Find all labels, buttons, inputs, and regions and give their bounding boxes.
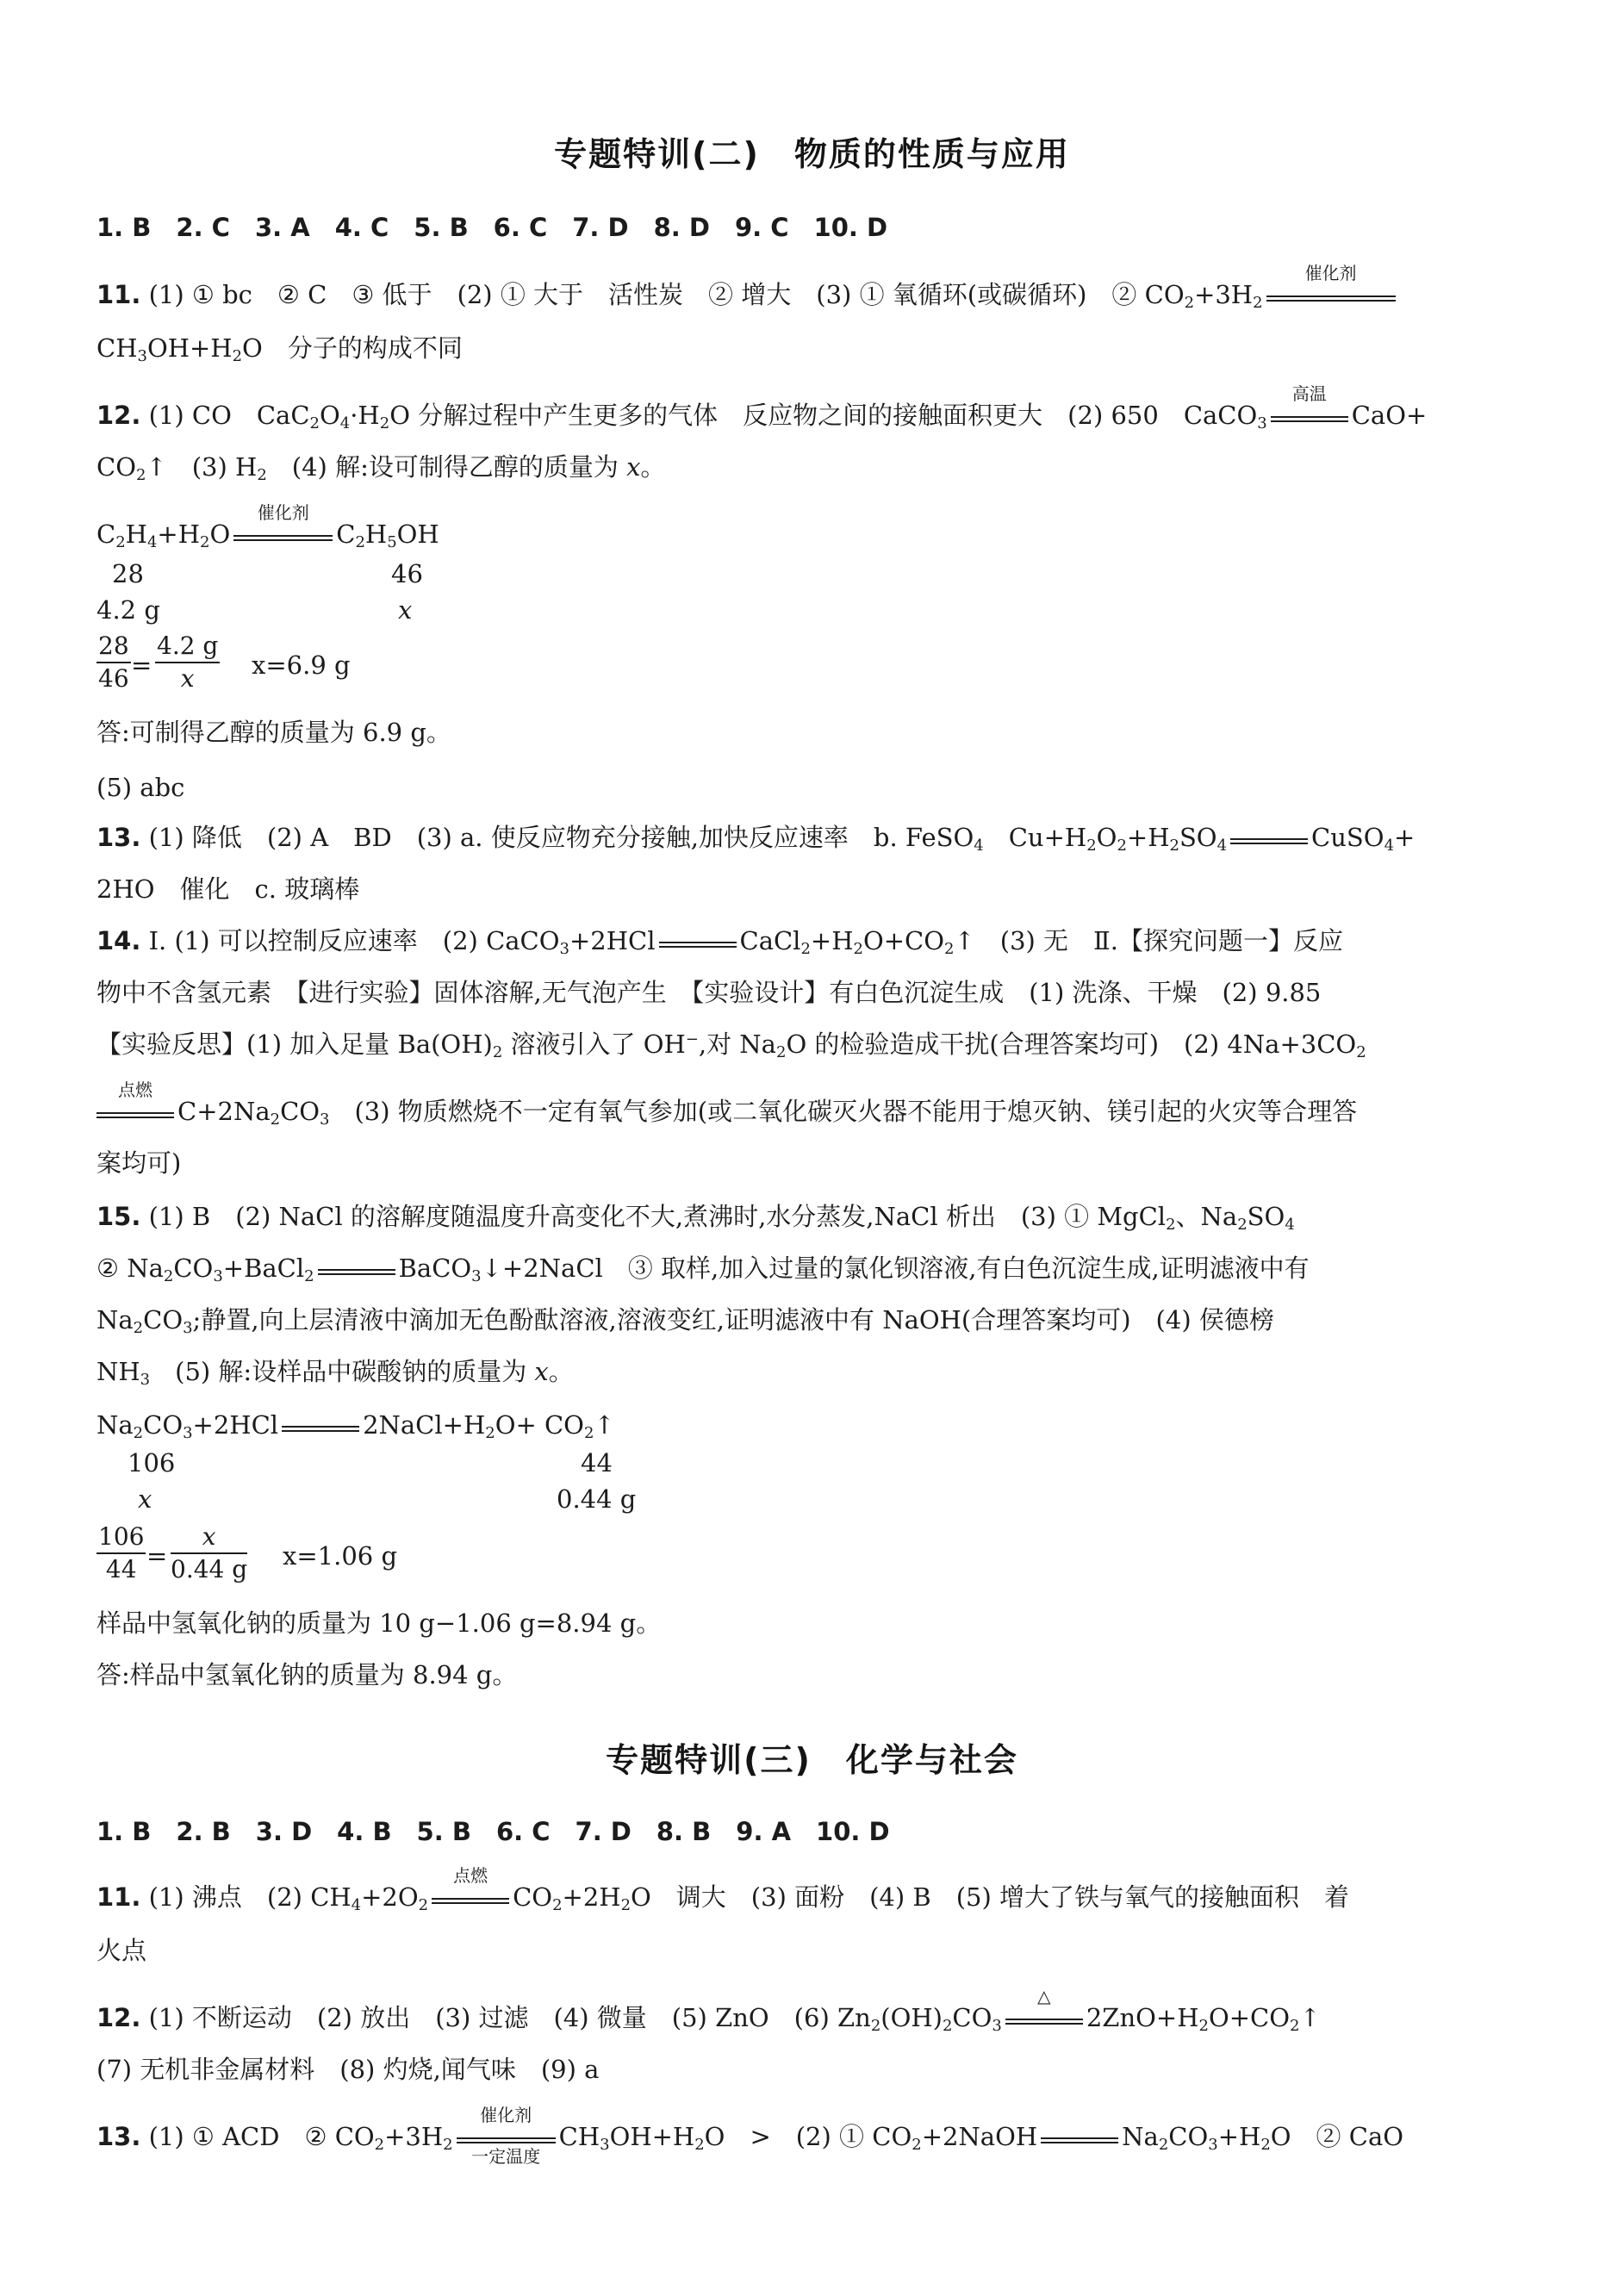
q15-calculation: 样品中氢氧化钠的质量为 10 g−1.06 g=8.94 g。 [96,1608,662,1638]
q13-text: O 催化 c. 玻璃棒 [134,874,360,904]
equals-sign: = [146,1541,168,1571]
q15-mass-unknown: x [138,1484,152,1514]
reaction-arrow [457,2105,556,2167]
q14-text: (3) 物质燃烧不一定有氧气参加(或二氧化碳灭火器不能用于熄灭钠、镁引起的火灾等合理答 [329,1097,1358,1126]
reaction-arrow [1271,383,1348,429]
s3-q12-text: ↑ [1299,2003,1321,2032]
fraction-numerator: 4.2 g [155,631,220,663]
q15-fraction-2 [171,1521,247,1585]
reaction-condition: 点燃 [118,1079,152,1100]
s3-q13-line-1: 13. (1) ① ACD ② $CO_2+3H_2$ 催化剂 一定温度 $CH_3OH+H_2O$ > (2) ① $CO_2+2NaOH$ $Na_2CO_3+H_2O$ ② CaO [96,2105,1404,2167]
q14-text: 【实验反思】(1) 加入足量 Ba(OH) [96,1030,493,1059]
s3-q13-text: +3H [384,2122,444,2151]
q12-molar-mass-2: 46 [391,559,423,588]
reaction-condition: 催化剂 [257,502,309,523]
eq-text: O [209,519,231,549]
eq-text: Na [96,1410,134,1440]
q13-text: + [1394,823,1416,852]
s3-q12-text: CO [952,2003,992,2032]
q12-text: (4) 解:设可制得乙醇的质量为 [266,452,627,482]
fraction-numerator: 28 [96,631,131,663]
q14-text: +H [810,926,854,955]
q13-line-1: 13. (1) 降低 (2) A BD (3) a. 使反应物充分接触,加快反应速率 b. FeSO$_4$ $Cu+H_2O_2+H_2SO_4$ CuSO$_4$+ [96,823,1416,855]
s3-q13-text: O > (2) ① CO [704,2122,912,2151]
s3-q12-text: 2ZnO+H [1086,2003,1199,2032]
eq-text: H [125,519,147,549]
s3-q13-text: +2NaOH [921,2122,1038,2151]
q15-equation: $Na_2CO_3+2HCl$ $2NaCl+H_2O+$ $CO_2↑$ [96,1410,615,1442]
reaction-arrow [432,1865,509,1911]
q15-line-4: $NH_3$ (5) 解:设样品中碳酸钠的质量为 x。 [96,1357,574,1389]
q15-text: ↓+2NaCl ③ 取样,加入过量的氯化钡溶液,有白色沉淀生成,证明滤液中有 [481,1254,1310,1283]
fraction-denominator: 0.44 g [171,1555,248,1583]
s3-q11-line-2: 火点 [96,1936,147,1965]
fraction-numerator: 106 [96,1521,146,1554]
q13-text: SO [1179,823,1217,852]
q15-mass-given: 0.44 g [557,1484,637,1514]
s3-q12-line-2: (7) 无机非金属材料 (8) 灼烧,闻气味 (9) a [96,2055,600,2084]
q12-text: 。 [640,452,666,482]
q11-number: 11. [96,280,141,309]
q12-fraction-1 [96,631,131,694]
s3-q11-text: (1) 沸点 (2) CH [148,1882,352,1912]
q12-mass-unknown: x [398,595,413,625]
eq-text: C [96,519,116,549]
mc-answers-text: 1. B 2. B 3. D 4. B 5. B 6. C 7. D 8. B 9. A 10. D [96,1817,890,1846]
q14-text: CO [280,1097,320,1126]
eq-text: C [336,519,356,549]
s3-q11-line-1: 11. (1) 沸点 (2) $CH_4+2O_2$ 点燃 $CO_2+2H_2O$ 调大 (3) 面粉 (4) B (5) 增大了铁与氧气的接触面积 着 [96,1865,1350,1914]
q15-text: Na [96,1305,134,1334]
q14-line-2: 物中不含氢元素 【进行实验】固体溶解,无气泡产生 【实验设计】有白色沉淀生成 (1) 洗涤、干燥 (2) 9.85 [96,978,1322,1007]
eq-text: OH [396,519,439,549]
reaction-arrow [282,1415,359,1439]
q11-line-1: 11. (1) ① bc ② C ③ 低于 (2) ① 大于 活性炭 ② 增大 (3) ① 氧循环(或碳循环) ② $CO_2+3H_2$ 催化剂 [96,277,1399,312]
q14-text: ,对 Na [698,1030,776,1059]
s3-q12-line-1: 12. (1) 不断运动 (2) 放出 (3) 过滤 (4) 微量 (5) ZnO (6) $Zn_2(OH)_2CO_3$ △ $2ZnO+H_2O+CO_2↑$ [96,1986,1321,2035]
reaction-condition: △ [1037,1986,1051,2006]
equals-sign: = [131,650,152,680]
reaction-condition-bottom: 一定温度 [471,2146,541,2167]
s3-q13-text: O ② CaO [1270,2122,1404,2151]
q12-equation: $C_2H_4+H_2O$ 催化剂 $C_2H_5OH$ [96,502,439,551]
eq-text: 2NaCl+H [363,1410,486,1440]
q15-molar-mass-1: 106 [128,1448,176,1478]
q15-line-3: $Na_2CO_3$;静置,向上层清液中滴加无色酚酞溶液,溶液变红,证明滤液中有 NaOH(合理答案均可) (4) 侯德榜 [96,1305,1274,1337]
q13-text: Cu+H [983,823,1087,852]
q14-line-3: 【实验反思】(1) 加入足量 $Ba(OH)_2$ 溶液引入了 OH−,对 $Na_2O$ 的检验造成干扰(合理答案均可) (2) $4Na+3CO_2$ [96,1030,1366,1061]
q11-text-e: O 分子的构成不同 [242,333,463,363]
s3-q13-text: CO [1168,2122,1209,2151]
q13-text: 2H [96,874,134,904]
q15-text: SO [1247,1202,1285,1231]
q12-molar-mass-1: 28 [112,559,144,588]
q12-line-1: 12. (1) CO $CaC_2O_4\cdot H_2O$ 分解过程中产生更多的气体 反应物之间的接触面积更大 (2) 650 CaCO$_3$ 高温 CaO+ [96,383,1428,432]
reaction-arrow [233,502,333,548]
q15-result: x=1.06 g [283,1541,398,1571]
q15-answer: 答:样品中氢氧化钠的质量为 8.94 g。 [96,1660,518,1689]
fraction-denominator: x [180,664,195,693]
q12-mass-given: 4.2 g [96,595,160,625]
q15-line-2: ② $Na_2CO_3+BaCl_2$ BaCO$_3$↓+2NaCl ③ 取样,加入过量的氯化钡溶液,有白色沉淀生成,证明滤液中有 [96,1254,1310,1285]
reaction-arrow [1041,2126,1118,2150]
q14-line-4: 点燃 $C+2Na_2CO_3$ (3) 物质燃烧不一定有氧气参加(或二氧化碳灭火器不能用于熄灭钠、镁引起的火灾等合理答 [96,1094,1357,1129]
s3-q12-text: O+CO [1208,2003,1290,2032]
q13-text: CuSO [1311,823,1384,852]
q13-line-2 [96,872,359,906]
q11-text-d: OH+H [146,333,233,363]
s3-q11-text: CO [513,1882,553,1912]
q12-text: ·H [350,401,380,430]
s3-q12-number: 12. [96,2003,141,2032]
reaction-arrow [1230,827,1308,851]
variable-x: x [626,452,641,482]
reaction-arrow [318,1258,395,1282]
q12-text: CO [96,452,136,482]
eq-text: +H [157,519,200,549]
q11-text-a: (1) ① bc ② C ③ 低于 (2) ① 大于 活性炭 ② 增大 (3) ① 氧循环(或碳循环) ② CO [148,280,1185,309]
q15-text: (5) 解:设样品中碳酸钠的质量为 [150,1357,535,1386]
s3-q13-text: (1) ① ACD ② CO [148,2122,375,2151]
q15-fraction-1 [96,1521,146,1585]
section-2-mc-answers [96,210,887,245]
section-3-mc-answers [96,1814,890,1849]
fraction-denominator: 44 [105,1555,137,1583]
q15-text: NH [96,1357,140,1386]
q15-line-1: 15. (1) B (2) NaCl 的溶解度随温度升高变化不大,煮沸时,水分蒸发,NaCl 析出 (3) ① MgCl$_2$、$Na_2SO_4$ [96,1202,1295,1234]
q11-line-2: $CH_3OH+H_2O$ 分子的构成不同 [96,333,463,365]
eq-text: +2HCl [192,1410,279,1440]
s3-q12-text: (OH) [880,2003,943,2032]
reaction-condition-top: 催化剂 [480,2105,532,2125]
q12-line-2: $CO_2↑$ (3) $H_2$ (4) 解:设可制得乙醇的质量为 x。 [96,452,666,484]
q15-number: 15. [96,1202,141,1231]
q12-number: 12. [96,401,141,430]
q14-text: ↑ (3) 无 Ⅱ.【探究问题一】反应 [954,926,1343,955]
q14-text: 溶液引入了 OH [502,1030,686,1059]
q15-text: 。 [548,1357,574,1386]
s3-q13-text: OH+H [609,2122,695,2151]
reaction-arrow [1266,263,1396,308]
q12-part-5: (5) abc [96,773,185,802]
eq-text: ↑ [594,1410,615,1440]
q15-text: BaCO [398,1254,472,1283]
q12-fraction-2 [155,631,220,694]
s3-q13-number: 13. [96,2122,141,2151]
reaction-arrow [96,1079,174,1125]
s3-q11-number: 11. [96,1882,141,1912]
q14-text: O+CO [862,926,944,955]
section-3-title: 专题特训(三) 化学与社会 [606,1741,1018,1779]
s3-q13-text: Na [1122,2122,1159,2151]
reaction-condition: 高温 [1291,383,1327,404]
s3-q11-text: +2H [562,1882,621,1912]
q11-text-b: +3H [1194,280,1254,309]
q15-text: CO [143,1305,184,1334]
fraction-denominator: 46 [98,664,129,693]
variable-x: x [534,1357,549,1386]
q12-text: O [319,401,340,430]
q12-text: (1) CO CaC [148,401,310,430]
s3-q11-text: +2O [361,1882,419,1912]
q15-text: ;静置,向上层清液中滴加无色酚酞溶液,溶液变红,证明滤液中有 NaOH(合理答案均可) (4) 侯德榜 [192,1305,1274,1334]
q12-answer: 答:可制得乙醇的质量为 6.9 g。 [96,718,451,747]
q12-text: ↑ (3) H [146,452,258,482]
q14-line-1: 14. Ⅰ. (1) 可以控制反应速率 (2) CaCO$_3$+2HCl $CaCl_2+H_2O+CO_2↑$ (3) 无 Ⅱ.【探究问题一】反应 [96,926,1343,958]
q12-text: CaO+ [1351,401,1428,430]
section-2-title: 专题特训(二) 物质的性质与应用 [554,135,1070,173]
q14-text: C+2Na [177,1097,271,1126]
reaction-condition: 点燃 [453,1865,488,1886]
fraction-numerator: x [171,1521,247,1554]
q15-text: (1) B (2) NaCl 的溶解度随温度升高变化不大,煮沸时,水分蒸发,NaCl 析出 (3) ① MgCl [148,1202,1167,1231]
q15-text: 、Na [1175,1202,1238,1231]
reaction-arrow [1005,1986,1083,2031]
s3-q11-text: O 调大 (3) 面粉 (4) B (5) 增大了铁与氧气的接触面积 着 [631,1882,1350,1912]
q13-text: O [1096,823,1117,852]
q14-text: +2HCl [569,926,656,955]
q15-text: +BaCl [222,1254,305,1283]
q13-text: (1) 降低 (2) A BD (3) a. 使反应物充分接触,加快反应速率 b. FeSO [148,823,974,852]
eq-text: H [364,519,388,549]
q12-result: x=6.9 g [252,650,351,680]
q13-text: +H [1126,823,1170,852]
reaction-arrow [659,930,737,955]
q14-text: O 的检验造成干扰(合理答案均可) (2) 4Na+3CO [786,1030,1357,1059]
q15-text: CO [173,1254,214,1283]
s3-q12-text: (1) 不断运动 (2) 放出 (3) 过滤 (4) 微量 (5) ZnO (6) Zn [148,2003,871,2032]
s3-q13-text: +H [1217,2122,1261,2151]
q14-line-5: 案均可) [96,1148,182,1178]
q14-text: Ⅰ. (1) 可以控制反应速率 (2) CaCO [148,926,560,955]
q15-molar-mass-2: 44 [581,1448,613,1478]
q14-number: 14. [96,926,141,955]
eq-text: CO [143,1410,184,1440]
s3-q13-text: CH [558,2122,600,2151]
q12-text: O 分解过程中产生更多的气体 反应物之间的接触面积更大 (2) 650 CaCO [389,401,1258,430]
mc-answers-text: 1. B 2. C 3. A 4. C 5. B 6. C 7. D 8. D 9. C 10. D [96,213,888,242]
q15-text: ② Na [96,1254,164,1283]
reaction-condition: 催化剂 [1304,263,1357,283]
eq-text: O+ CO [495,1410,584,1440]
q11-text-c: CH [96,333,138,363]
q13-number: 13. [96,823,141,852]
q14-text: CaCl [739,926,801,955]
